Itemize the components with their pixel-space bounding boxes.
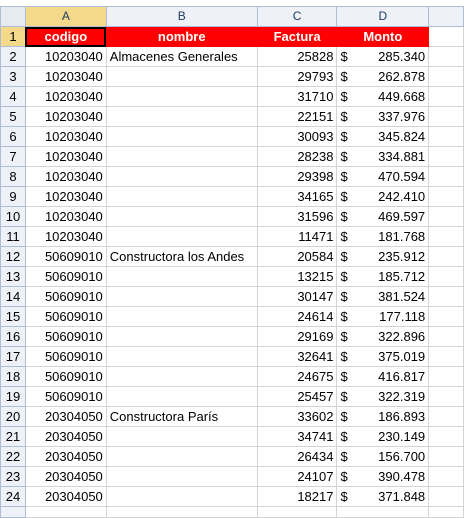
cell-factura[interactable]: 33602 [257, 407, 337, 427]
amount-value: 371.848 [378, 489, 426, 504]
header-cell-nombre[interactable]: nombre [106, 27, 257, 47]
cell-monto[interactable] [337, 467, 429, 487]
amount-value: 242.410 [378, 189, 426, 204]
empty-cell[interactable] [429, 87, 464, 107]
currency-symbol: $ [340, 449, 348, 464]
column-header-b[interactable]: B [106, 7, 257, 27]
empty-cell[interactable] [25, 507, 106, 518]
empty-cell[interactable] [429, 507, 464, 518]
empty-cell[interactable] [429, 427, 464, 447]
table-row [1, 67, 464, 87]
amount-value: 235.912 [378, 249, 426, 264]
cell-factura[interactable]: 20584 [257, 247, 337, 267]
header-cell-monto[interactable]: Monto [337, 27, 429, 47]
row-header[interactable]: 2 [1, 47, 26, 67]
table-row [1, 227, 464, 247]
cell-codigo[interactable]: 50609010 [25, 347, 106, 367]
cell-codigo[interactable]: 10203040 [25, 167, 106, 187]
column-header-d[interactable]: D [337, 7, 429, 27]
amount-value: 390.478 [378, 469, 426, 484]
empty-cell[interactable] [106, 507, 257, 518]
amount-value: 449.668 [378, 89, 426, 104]
amount-value: 262.878 [378, 69, 426, 84]
row-header[interactable]: 18 [1, 367, 26, 387]
select-all-corner[interactable] [1, 7, 26, 27]
row-header[interactable]: 23 [1, 467, 26, 487]
amount-value: 181.768 [378, 229, 426, 244]
table-row [1, 287, 464, 307]
empty-cell[interactable] [429, 227, 464, 247]
cell-nombre[interactable] [106, 227, 257, 247]
empty-cell[interactable] [429, 147, 464, 167]
cell-nombre[interactable] [106, 127, 257, 147]
row-header[interactable]: 15 [1, 307, 26, 327]
currency-symbol: $ [340, 309, 348, 324]
amount-value: 285.340 [378, 49, 426, 64]
empty-cell[interactable] [429, 187, 464, 207]
currency-symbol: $ [340, 329, 348, 344]
cell-codigo[interactable]: 20304050 [25, 407, 106, 427]
empty-cell[interactable] [429, 107, 464, 127]
amount-value: 177.118 [379, 309, 426, 324]
cell-monto[interactable] [337, 447, 429, 467]
cell-monto[interactable] [337, 87, 429, 107]
cell-nombre[interactable] [106, 447, 257, 467]
column-header-c[interactable]: C [257, 7, 337, 27]
amount-value: 337.976 [378, 109, 426, 124]
cell-codigo[interactable]: 20304050 [25, 447, 106, 467]
row-header[interactable]: 3 [1, 67, 26, 87]
row-header[interactable]: 11 [1, 227, 26, 247]
cell-nombre[interactable] [106, 327, 257, 347]
cell-codigo[interactable]: 10203040 [25, 207, 106, 227]
table-row [1, 367, 464, 387]
column-header-a[interactable]: A [25, 7, 106, 27]
amount-value: 470.594 [378, 169, 426, 184]
currency-symbol: $ [340, 69, 348, 84]
table-row [1, 127, 464, 147]
cell-factura[interactable]: 30147 [257, 287, 337, 307]
table-header-row [1, 27, 464, 47]
row-header[interactable] [1, 507, 26, 518]
empty-cell[interactable] [429, 467, 464, 487]
row-header[interactable]: 14 [1, 287, 26, 307]
row-header[interactable]: 12 [1, 247, 26, 267]
header-cell-codigo[interactable]: codigo [25, 27, 106, 47]
table-row [1, 87, 464, 107]
cell-nombre[interactable] [106, 207, 257, 227]
currency-symbol: $ [340, 349, 348, 364]
empty-cell[interactable] [429, 387, 464, 407]
column-header-e[interactable] [429, 7, 464, 27]
cell-monto[interactable] [337, 487, 429, 507]
table-row [1, 467, 464, 487]
cell-monto[interactable] [337, 187, 429, 207]
row-header[interactable]: 6 [1, 127, 26, 147]
cell-nombre[interactable] [106, 387, 257, 407]
empty-cell[interactable] [429, 47, 464, 67]
cell-factura[interactable]: 22151 [257, 107, 337, 127]
table-row [1, 47, 464, 67]
amount-value: 156.700 [378, 449, 426, 464]
currency-symbol: $ [340, 149, 348, 164]
worksheet-grid [0, 6, 464, 518]
currency-symbol: $ [340, 129, 348, 144]
cell-codigo[interactable]: 20304050 [25, 487, 106, 507]
row-header[interactable]: 21 [1, 427, 26, 447]
empty-cell[interactable] [429, 207, 464, 227]
cell-monto[interactable] [337, 287, 429, 307]
table-row [1, 247, 464, 267]
empty-cell[interactable] [429, 127, 464, 147]
currency-symbol: $ [340, 169, 348, 184]
currency-symbol: $ [340, 369, 348, 384]
cell-monto[interactable] [337, 167, 429, 187]
empty-cell[interactable] [337, 507, 429, 518]
table-row [1, 487, 464, 507]
cell-monto[interactable] [337, 427, 429, 447]
cell-codigo[interactable]: 10203040 [25, 87, 106, 107]
cell-factura[interactable]: 26434 [257, 447, 337, 467]
currency-symbol: $ [340, 89, 348, 104]
cell-nombre[interactable] [106, 167, 257, 187]
cell-codigo[interactable]: 10203040 [25, 107, 106, 127]
currency-symbol: $ [340, 389, 348, 404]
currency-symbol: $ [340, 469, 348, 484]
currency-symbol: $ [340, 289, 348, 304]
cell-nombre[interactable] [106, 107, 257, 127]
cell-monto[interactable] [337, 207, 429, 227]
amount-value: 381.524 [378, 289, 426, 304]
cell-factura[interactable]: 31710 [257, 87, 337, 107]
row-header[interactable]: 17 [1, 347, 26, 367]
table-row [1, 187, 464, 207]
table-row [1, 447, 464, 467]
cell-codigo[interactable]: 20304050 [25, 427, 106, 447]
empty-cell[interactable] [429, 327, 464, 347]
row-header[interactable]: 9 [1, 187, 26, 207]
cell-monto[interactable] [337, 347, 429, 367]
cell-codigo[interactable]: 50609010 [25, 307, 106, 327]
amount-value: 322.319 [378, 389, 426, 404]
currency-symbol: $ [340, 109, 348, 124]
empty-cell[interactable] [429, 247, 464, 267]
cell-codigo[interactable]: 50609010 [25, 287, 106, 307]
row-header[interactable]: 8 [1, 167, 26, 187]
column-header-row [1, 7, 464, 27]
table-row [1, 427, 464, 447]
cell-codigo[interactable]: 10203040 [25, 147, 106, 167]
empty-cell[interactable] [429, 487, 464, 507]
row-header[interactable]: 7 [1, 147, 26, 167]
cell-nombre[interactable]: Almacenes Generales [106, 47, 257, 67]
amount-value: 230.149 [378, 429, 426, 444]
cell-nombre[interactable] [106, 187, 257, 207]
row-header[interactable]: 19 [1, 387, 26, 407]
cell-factura[interactable]: 18217 [257, 487, 337, 507]
empty-cell[interactable] [429, 347, 464, 367]
currency-symbol: $ [340, 269, 348, 284]
cell-factura[interactable]: 29398 [257, 167, 337, 187]
table-row [1, 507, 464, 518]
cell-monto[interactable] [337, 227, 429, 247]
cell-nombre[interactable] [106, 427, 257, 447]
cell-codigo[interactable]: 50609010 [25, 247, 106, 267]
amount-value: 345.824 [378, 129, 426, 144]
row-header[interactable]: 5 [1, 107, 26, 127]
currency-symbol: $ [340, 209, 348, 224]
empty-cell[interactable] [429, 307, 464, 327]
cell-factura[interactable]: 24107 [257, 467, 337, 487]
amount-value: 185.712 [378, 269, 426, 284]
table-row [1, 267, 464, 287]
cell-nombre[interactable] [106, 147, 257, 167]
cell-factura[interactable]: 32641 [257, 347, 337, 367]
cell-factura[interactable]: 29793 [257, 67, 337, 87]
cell-factura[interactable]: 25457 [257, 387, 337, 407]
empty-cell[interactable] [429, 367, 464, 387]
amount-value: 334.881 [378, 149, 426, 164]
cell-factura[interactable]: 28238 [257, 147, 337, 167]
cell-factura[interactable]: 34165 [257, 187, 337, 207]
currency-symbol: $ [340, 249, 348, 264]
cell-nombre[interactable] [106, 467, 257, 487]
cell-monto[interactable] [337, 247, 429, 267]
currency-symbol: $ [340, 189, 348, 204]
row-header[interactable]: 20 [1, 407, 26, 427]
table-row [1, 207, 464, 227]
amount-value: 375.019 [378, 349, 426, 364]
cell-codigo[interactable]: 10203040 [25, 47, 106, 67]
cell-monto[interactable] [337, 47, 429, 67]
cell-monto[interactable] [337, 307, 429, 327]
cell-factura[interactable]: 34741 [257, 427, 337, 447]
cell-nombre[interactable] [106, 307, 257, 327]
row-header[interactable]: 10 [1, 207, 26, 227]
row-header[interactable]: 16 [1, 327, 26, 347]
currency-symbol: $ [340, 229, 348, 244]
currency-symbol: $ [340, 429, 348, 444]
cell-monto[interactable] [337, 147, 429, 167]
row-header[interactable]: 24 [1, 487, 26, 507]
amount-value: 469.597 [378, 209, 426, 224]
cell-codigo[interactable]: 50609010 [25, 267, 106, 287]
cell-nombre[interactable] [106, 87, 257, 107]
cell-codigo[interactable]: 50609010 [25, 367, 106, 387]
cell-nombre[interactable]: Constructora los Andes [106, 247, 257, 267]
empty-cell[interactable] [429, 267, 464, 287]
currency-symbol: $ [340, 409, 348, 424]
empty-cell[interactable] [429, 287, 464, 307]
cell-monto[interactable] [337, 107, 429, 127]
cell-monto[interactable] [337, 67, 429, 87]
cell-factura[interactable]: 29169 [257, 327, 337, 347]
cell-nombre[interactable]: Constructora París [106, 407, 257, 427]
row-header[interactable]: 1 [1, 27, 26, 47]
amount-value: 416.817 [378, 369, 426, 384]
currency-symbol: $ [340, 489, 348, 504]
cell-codigo[interactable]: 10203040 [25, 67, 106, 87]
cell-factura[interactable]: 31596 [257, 207, 337, 227]
cell-monto[interactable] [337, 407, 429, 427]
table-row [1, 387, 464, 407]
cell-monto[interactable] [337, 127, 429, 147]
table-row [1, 167, 464, 187]
cell-factura[interactable]: 25828 [257, 47, 337, 67]
cell-factura[interactable]: 30093 [257, 127, 337, 147]
table-row [1, 307, 464, 327]
amount-value: 186.893 [378, 409, 426, 424]
table-row [1, 147, 464, 167]
cell-factura[interactable]: 13215 [257, 267, 337, 287]
header-cell-factura[interactable]: Factura [257, 27, 337, 47]
cell-factura[interactable]: 11471 [257, 227, 337, 247]
cell-factura[interactable]: 24675 [257, 367, 337, 387]
table-row [1, 107, 464, 127]
table-row [1, 347, 464, 367]
row-header[interactable]: 22 [1, 447, 26, 467]
row-header[interactable]: 13 [1, 267, 26, 287]
cell-nombre[interactable] [106, 67, 257, 87]
cell-codigo[interactable]: 50609010 [25, 387, 106, 407]
cell-codigo[interactable]: 10203040 [25, 187, 106, 207]
cell-codigo[interactable]: 20304050 [25, 467, 106, 487]
cell-codigo[interactable]: 10203040 [25, 227, 106, 247]
empty-cell[interactable] [429, 167, 464, 187]
cell-nombre[interactable] [106, 487, 257, 507]
table-row [1, 407, 464, 427]
cell-codigo[interactable]: 50609010 [25, 327, 106, 347]
cell-nombre[interactable] [106, 367, 257, 387]
empty-cell[interactable] [429, 67, 464, 87]
empty-cell[interactable] [429, 27, 464, 47]
empty-cell[interactable] [429, 447, 464, 467]
cell-monto[interactable] [337, 387, 429, 407]
empty-cell[interactable] [257, 507, 337, 518]
currency-symbol: $ [340, 49, 348, 64]
row-header[interactable]: 4 [1, 87, 26, 107]
cell-monto[interactable] [337, 367, 429, 387]
cell-monto[interactable] [337, 327, 429, 347]
table-row [1, 327, 464, 347]
cell-nombre[interactable] [106, 347, 257, 367]
cell-codigo[interactable]: 10203040 [25, 127, 106, 147]
cell-nombre[interactable] [106, 267, 257, 287]
cell-factura[interactable]: 24614 [257, 307, 337, 327]
amount-value: 322.896 [378, 329, 426, 344]
empty-cell[interactable] [429, 407, 464, 427]
cell-monto[interactable] [337, 267, 429, 287]
cell-nombre[interactable] [106, 287, 257, 307]
